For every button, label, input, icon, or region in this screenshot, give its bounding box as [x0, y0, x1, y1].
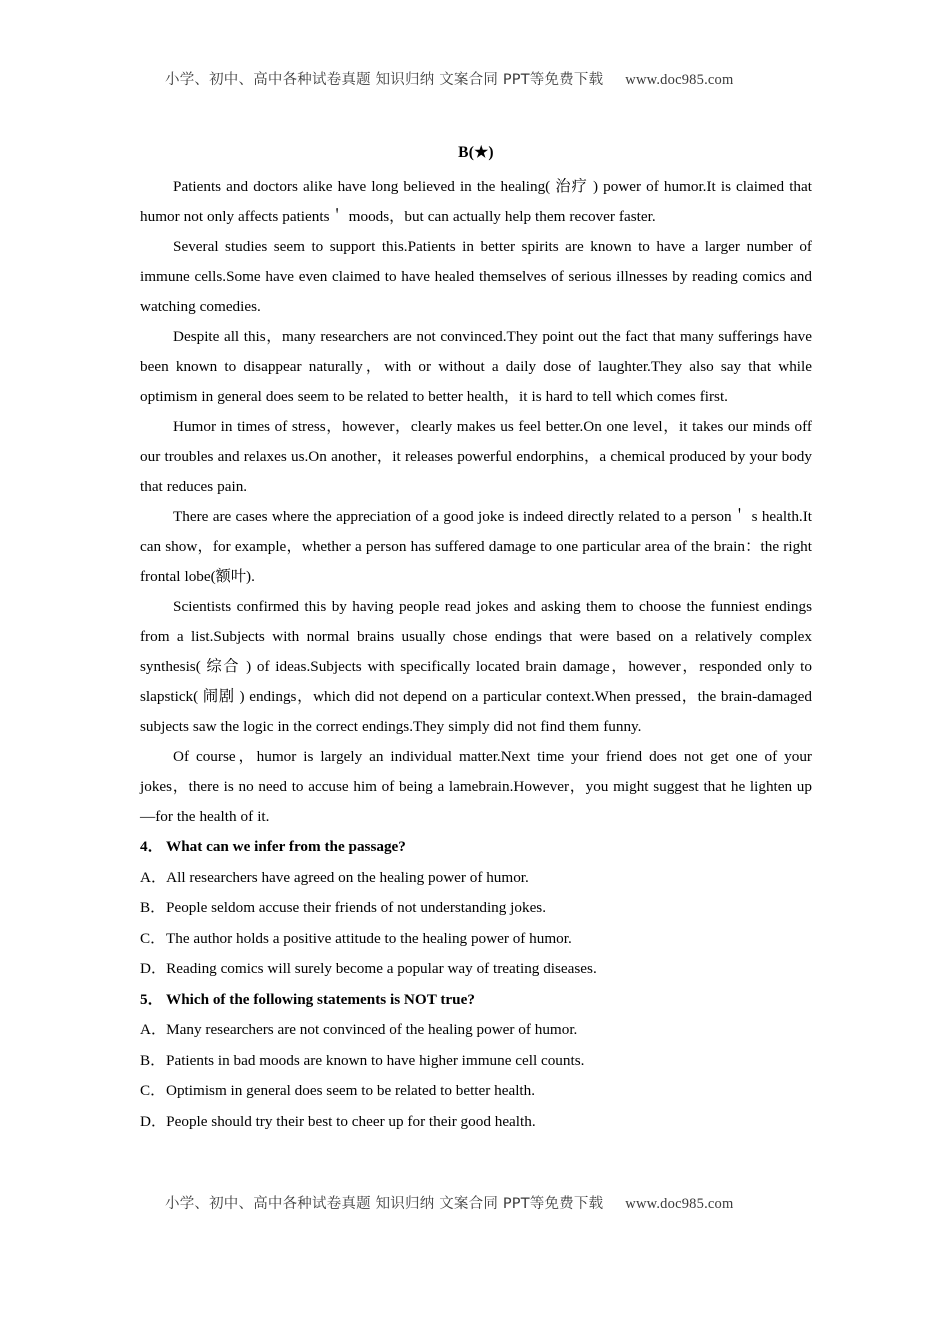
page-footer — [165, 1192, 805, 1213]
question-5-option-b-key: B． — [140, 1051, 166, 1069]
question-4-option-b-text: People seldom accuse their friends of not understanding jokes. — [166, 899, 547, 916]
passage-paragraph-1: Patients and doctors alike have long believed in the healing( 治疗 ) power of humor.It is claimed that humor not only affects patients＇ moods，but can actually help them recover faster. — [140, 178, 812, 225]
question-5-option-d-key: D． — [140, 1112, 167, 1130]
question-4-option-b-key: B． — [140, 899, 166, 916]
footer-website-url: www.doc985.com — [625, 1196, 734, 1212]
question-4-option-a-text: All researchers have agreed on the healing power of humor. — [166, 868, 529, 886]
question-4-stem — [140, 832, 812, 863]
page-title: B(★) — [458, 144, 494, 161]
header-watermark-text: 小学、初中、高中各种试卷真题 知识归纳 文案合同 PPT等免费下载 — [165, 72, 604, 88]
question-4-number: 4． — [140, 838, 163, 855]
question-4-option-a[interactable] — [140, 863, 812, 894]
question-5-option-a[interactable] — [140, 1015, 812, 1046]
passage-paragraph-3: Despite all this，many researchers are not convinced.They point out the fact that many sufferings have been known to disappear naturally，with or without a daily dose of laughter.They also say that while optimism in general does seem to be related to better health，it is hard to tell which comes first. — [140, 328, 812, 405]
question-5-option-c-text: Optimism in general does seem to be related to better health. — [166, 1082, 536, 1099]
question-5-option-b[interactable] — [140, 1046, 812, 1077]
passage-paragraph-7: Of course，humor is largely an individual matter.Next time your friend does not get one of your jokes，there is no need to accuse him of being a lamebrain.However，you might suggest that he lighten up—for the health of it. — [140, 748, 812, 825]
question-5-number: 5． — [140, 990, 163, 1008]
question-4-stem-text: What can we infer from the passage? — [166, 838, 406, 855]
question-4-option-d[interactable] — [140, 954, 812, 985]
question-5-stem — [140, 985, 812, 1016]
question-4-option-c-text: The author holds a positive attitude to the healing power of humor. — [166, 929, 572, 947]
question-5-option-b-text: Patients in bad moods are known to have higher immune cell counts. — [166, 1051, 585, 1069]
question-5-option-a-text: Many researchers are not convinced of the healing power of humor. — [166, 1021, 578, 1038]
passage-paragraph-5: There are cases where the appreciation of a good joke is indeed directly related to a person＇ s health.It can show，for example，whether a person has suffered damage to one particular area of the brain：the right frontal lobe(额叶). — [140, 508, 812, 585]
question-5-option-c[interactable] — [140, 1076, 812, 1107]
header-website-url: www.doc985.com — [625, 72, 734, 88]
question-4-option-c-key: C． — [140, 929, 166, 947]
passage-content — [140, 140, 812, 1137]
question-4-option-a-key: A． — [140, 868, 167, 886]
question-4-option-d-key: D． — [140, 960, 167, 977]
page-header — [165, 68, 805, 89]
question-5-option-a-key: A． — [140, 1021, 167, 1038]
question-4-option-d-text: Reading comics will surely become a popular way of treating diseases. — [166, 960, 597, 977]
question-5-option-c-key: C． — [140, 1082, 166, 1099]
question-5-option-d[interactable] — [140, 1107, 812, 1138]
footer-watermark-text: 小学、初中、高中各种试卷真题 知识归纳 文案合同 PPT等免费下载 — [165, 1196, 604, 1212]
passage-paragraph-6: Scientists confirmed this by having people read jokes and asking them to choose the funniest endings from a list.Subjects with normal brains usually chose endings that were based on a relatively complex synthesis( 综合 ) of ideas.Subjects with specifically located brain damage，however，responded only to slapstick( 闹剧 ) endings，which did not depend on a particular context.When pressed，the brain-damaged subjects saw the logic in the correct endings.They simply did not find them funny. — [140, 598, 812, 735]
question-4-option-c[interactable] — [140, 924, 812, 955]
passage-paragraph-2: Several studies seem to support this.Patients in better spirits are known to have a larger number of immune cells.Some have even claimed to have healed themselves of serious illnesses by reading comics and watching comedies. — [140, 238, 812, 315]
passage-paragraph-4: Humor in times of stress，however，clearly makes us feel better.On one level，it takes our minds off our troubles and relaxes us.On another，it releases powerful endorphins，a chemical produced by your body that reduces pain. — [140, 418, 812, 495]
question-4-option-b[interactable] — [140, 893, 812, 924]
question-5-stem-text: Which of the following statements is NOT true? — [166, 990, 475, 1008]
question-5-option-d-text: People should try their best to cheer up for their good health. — [166, 1112, 536, 1130]
